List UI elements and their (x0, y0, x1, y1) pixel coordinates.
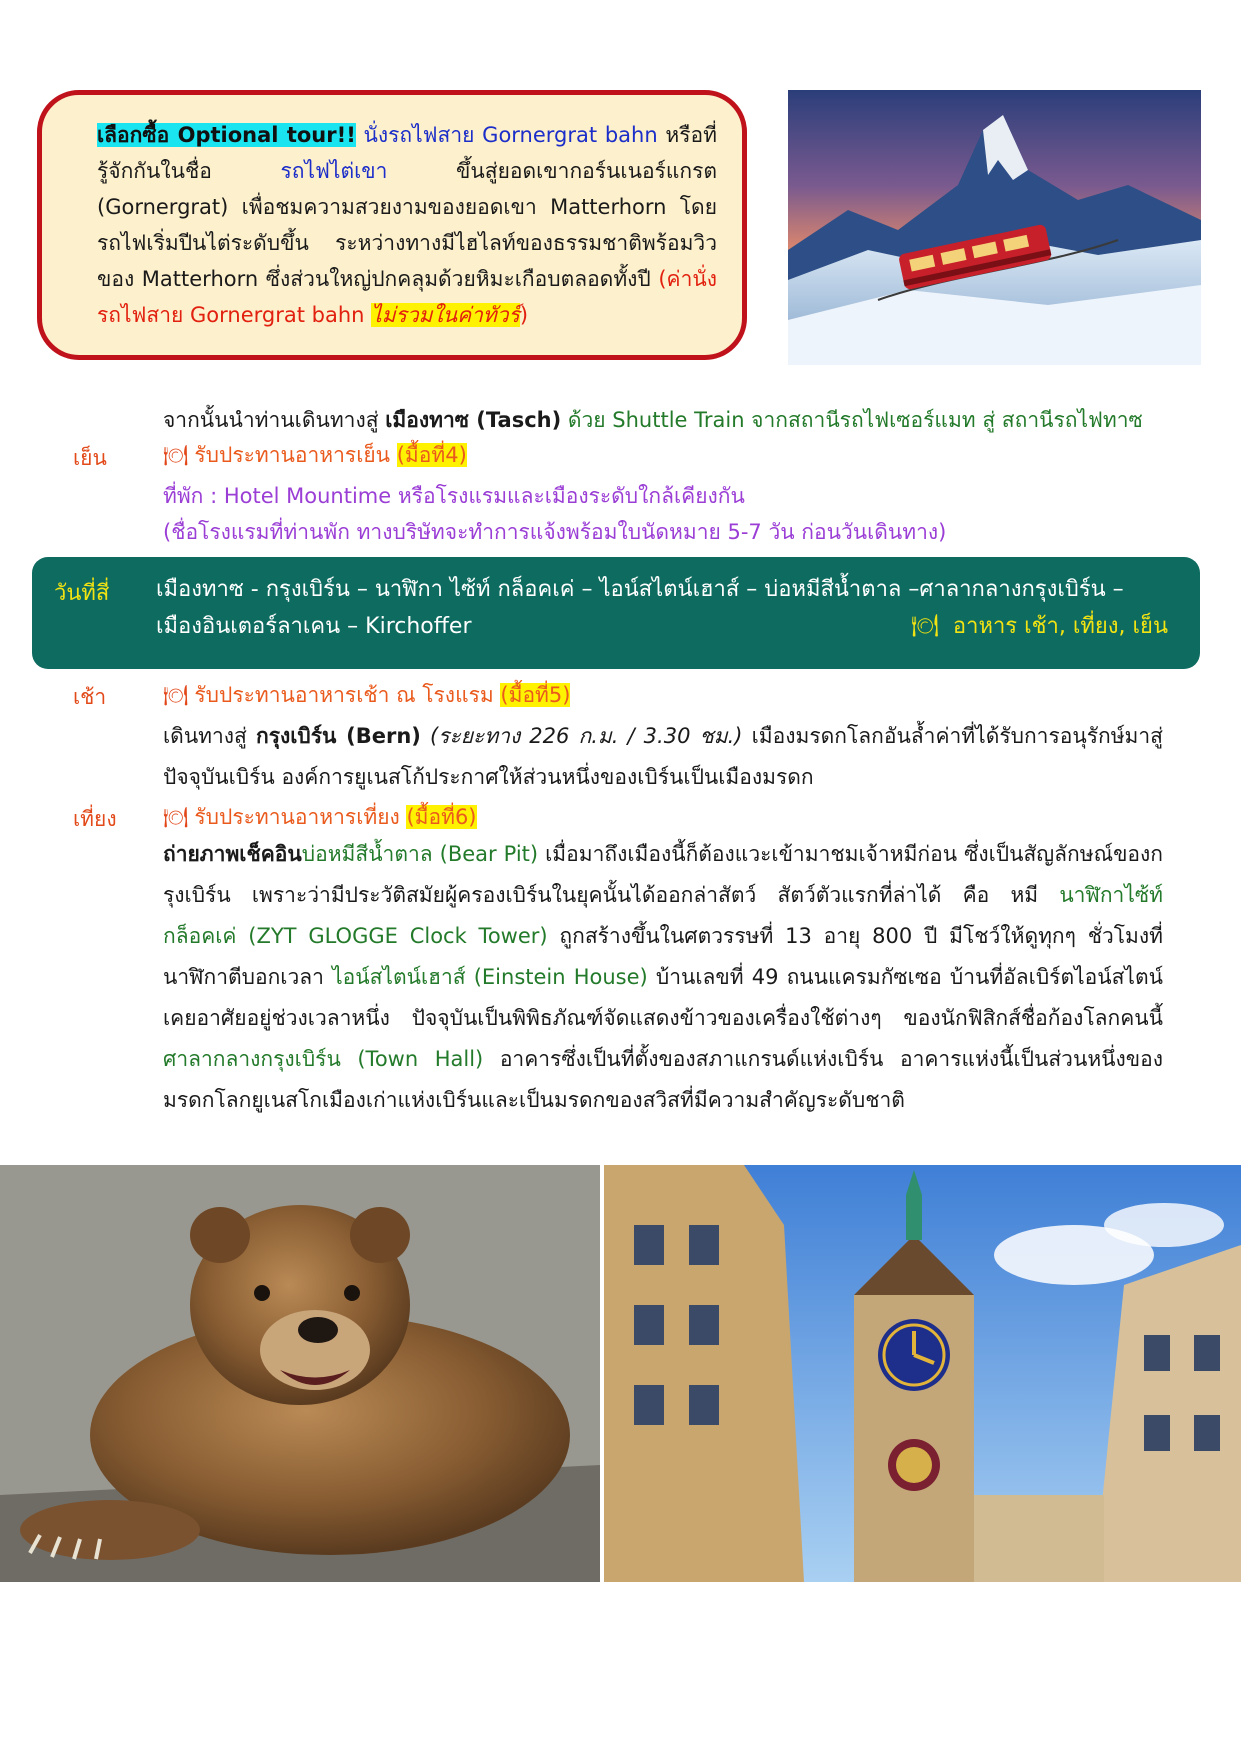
tasch-intro-a: จากนั้นนำท่านเดินทางสู่ (163, 408, 386, 432)
brown-bear-photo (0, 1165, 600, 1582)
gornergrat-train-name: นั่งรถไฟสาย Gornergrat bahn (355, 123, 658, 147)
shuttle-train-text: ด้วย Shuttle Train จากสถานีรถไฟเซอร์แมท สู่ สถานีรถไฟทาซ (561, 408, 1143, 432)
day4-banner (32, 557, 1200, 669)
bern-text-d: เมืองมรดกโลกอันล้ำค่าที่ได้รับการอนุรักษ์มาสู่ปัจจุบันเบิร์น องค์การยูเนสโก้ประกาศให้ส่วนหนึ่งของเบิร์นเป็นเมืองมรดก (163, 724, 1164, 789)
label-evening: เย็น (73, 446, 107, 470)
optional-tour-text-a: หรือที่รู้จักกันในชื่อ (97, 123, 717, 183)
day4-meals-icon: 🍽 (910, 614, 939, 639)
bern-paragraph (163, 716, 1163, 798)
bern-text-a: เดินทางสู่ (163, 724, 256, 748)
matterhorn-train-photo (788, 90, 1201, 365)
einstein-house-desc: บ้านเลขที่ 49 ถนนแครมกัซเซอ บ้านที่อัลเบิร์ตไอน์สไตน์ เคยอาศัยอยู่ช่วงเวลาหนึ่ง ปัจจุบันเป็นพิพิธภัณฑ์จัดแสดงข้าวของเครื่องใช้ต่างๆ ของนักฟิสิกส์ชื่อก้องโลกคนนี้ (163, 965, 1163, 1030)
clock-tower-name: นาฬิกาไซ้ท์ กล็อคเค่ (ZYT GLOGGE Clock Tower) (163, 883, 1163, 948)
bern-city: กรุงเบิร์น (Bern) (255, 724, 421, 748)
town-hall-desc: อาคารซึ่งเป็นที่ตั้งของสภาแกรนด์แห่งเบิร์น อาคารแห่งนี้เป็นส่วนหนึ่งของมรดกโลกยูเนสโกเมืองเก่าแห่งเบิร์นและเป็นมรดกของสวิสที่มีความสำคัญระดับชาติ (163, 1047, 1163, 1112)
lunch-text: รับประทานอาหารเที่ยง (194, 805, 407, 829)
day4-meals-text: อาหาร เช้า, เที่ยง, เย็น (952, 614, 1168, 639)
not-included-note: ไม่รวมในค่าทัวร์ (371, 303, 520, 327)
dinner-line (163, 437, 467, 473)
breakfast-meal-no: (มื้อที่5) (500, 683, 571, 707)
day4-route: เมืองทาซ - กรุงเบิร์น – นาฬิกา ไซ้ท์ กล็อคเค่ – ไอน์สไตน์เฮาส์ – บ่อหมีสีน้ำตาล –ศาลากลางกรุงเบิร์น – เมืองอินเตอร์ลาเคน – Kirchoffer (156, 577, 1124, 639)
breakfast-text: รับประทานอาหารเช้า ณ โรงแรม (194, 683, 501, 707)
hotel-note-line: (ชื่อโรงแรมที่ท่านพัก ทางบริษัทจะทำการแจ้งพร้อมใบนัดหมาย 5-7 วัน ก่อนวันเดินทาง) (163, 520, 947, 544)
label-morning: เช้า (73, 685, 107, 709)
label-noon: เที่ยง (73, 807, 117, 831)
mountain-train-name: รถไฟไต่เขา (280, 159, 388, 183)
einstein-house-name: ไอน์สไตน์เฮาส์ (Einstein House) (332, 965, 648, 989)
bear-pit-name: บ่อหมีสีน้ำตาล (Bear Pit) (301, 842, 539, 866)
town-hall-name: ศาลากลางกรุงเบิร์น (Town Hall) (163, 1047, 484, 1071)
optional-tour-text-b: ขึ้นสู่ยอดเขากอร์นเนอร์แกรต (Gornergrat) เพื่อชมความสวยงามของยอดเขา Matterhorn โดยรถไฟเริ่มปีนไต่ระดับขึ้น ระหว่างทางมีไฮไลท์ของธรรมชาติพร้อมวิวของ Matterhorn ซึ่งส่วนใหญ่ปกคลุมด้วยหิมะเกือบตลอดทั้งปี (97, 159, 717, 291)
optional-tour-badge: เลือกซื้อ Optional tour!! (97, 123, 356, 147)
tasch-city: เมืองทาซ (Tasch) (385, 408, 562, 432)
zytglogge-clock-tower-photo (604, 1165, 1241, 1582)
breakfast-line (163, 677, 570, 713)
optional-tour-text (97, 117, 717, 333)
lunch-icon: 🍽 (163, 805, 189, 829)
bern-sights-paragraph (163, 834, 1163, 1121)
bear-pit-desc: เมื่อมาถึงเมืองนี้ก็ต้องแวะเข้ามาชมเจ้าหมีก่อน ซึ่งเป็นสัญลักษณ์ของกรุงเบิร์น เพราะว่ามีประวัติสมัยผู้ครองเบิร์นในยุคนั้นได้ออกล่าสัตว์ สัตว์ตัวแรกที่ล่าได้ คือ หมี (163, 842, 1164, 907)
optional-tour-price-note: (ค่านั่งรถไฟสาย Gornergrat bahn (97, 267, 717, 327)
clock-tower-desc: ถูกสร้างขึ้นในศตวรรษที่ 13 อายุ 800 ปี มีโชว์ให้ดูทุกๆ ชั่วโมงที่นาฬิกาตีบอกเวลา (163, 924, 1163, 989)
tasch-intro-line (163, 402, 1143, 438)
day4-meals (911, 608, 1168, 643)
lunch-line (163, 799, 477, 835)
lunch-meal-no: (มื้อที่6) (406, 805, 477, 829)
breakfast-icon: 🍽 (163, 683, 189, 707)
optional-tour-box (37, 90, 747, 360)
dinner-icon: 🍽 (163, 443, 189, 467)
bern-distance: (ระยะทาง 226 ก.ม. / 3.30 ชม.) (420, 724, 743, 748)
checkin-text: ถ่ายภาพเช็คอิน (163, 842, 302, 866)
hotel-line: ที่พัก : Hotel Mountime หรือโรงแรมและเมืองระดับใกล้เคียงกัน (163, 484, 745, 508)
optional-tour-close-paren: ) (519, 303, 529, 327)
day4-label: วันที่สี่ (54, 581, 110, 606)
dinner-text: รับประทานอาหารเย็น (194, 443, 397, 467)
dinner-meal-no: (มื้อที่4) (396, 443, 467, 467)
